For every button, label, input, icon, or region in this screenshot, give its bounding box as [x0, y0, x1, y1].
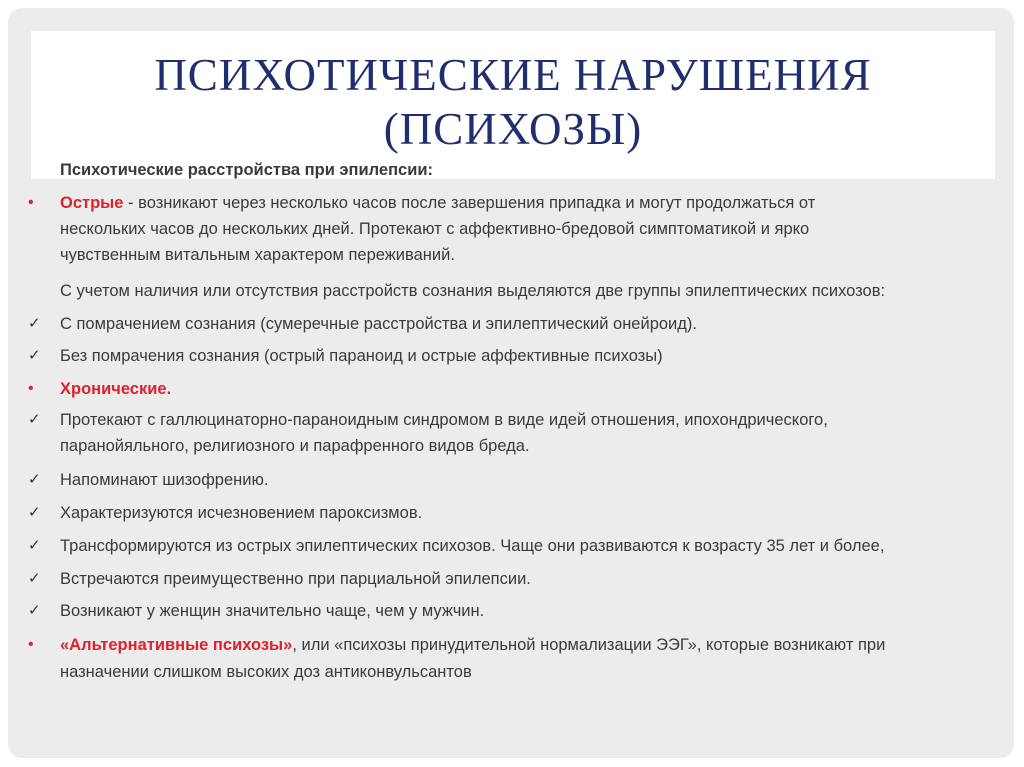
title-line-1: ПСИХОТИЧЕСКИЕ НАРУШЕНИЯ: [154, 50, 872, 100]
chronic-item-3-text: Характеризуются исчезновением пароксизмов.: [60, 504, 423, 522]
alternative-label: «Альтернативные психозы»: [60, 636, 293, 654]
chronic-item-2-text: Напоминают шизофрению.: [60, 471, 269, 489]
bullet-dot-icon: •: [28, 636, 34, 653]
title-line-2: (ПСИХОЗЫ): [383, 104, 643, 154]
bullet-dot-icon: •: [28, 380, 34, 397]
bullet-dot-icon: •: [28, 194, 34, 211]
groups-intro: С учетом наличия или отсутствия расстройств сознания выделяются две группы эпилептических психозов:: [60, 282, 886, 300]
group-1-text: С помрачением сознания (сумеречные расстройства и эпилептический онейроид).: [60, 315, 697, 333]
checkmark-icon: ✓: [28, 570, 41, 587]
checkmark-icon: ✓: [28, 347, 41, 364]
chronic-item-5-text: Встречаются преимущественно при парциальной эпилепсии.: [60, 570, 531, 588]
subheading: Психотические расстройства при эпилепсии:: [60, 161, 434, 179]
acute-text-2: нескольких часов до нескольких дней. Протекают с аффективно-бредовой симптоматикой и ярко: [60, 220, 810, 238]
alternative-text-1: , или «психозы принудительной нормализации ЭЭГ», которые возникают при: [292, 636, 886, 654]
checkmark-icon: ✓: [28, 602, 41, 619]
group-2-text: Без помрачения сознания (острый параноид и острые аффективные психозы): [60, 347, 663, 365]
chronic-item-6-text: Возникают у женщин значительно чаще, чем у мужчин.: [60, 602, 485, 620]
acute-text-3: чувственным витальным характером переживаний.: [60, 246, 455, 264]
checkmark-icon: ✓: [28, 315, 41, 332]
checkmark-icon: ✓: [28, 411, 41, 428]
chronic-item-4-text: Трансформируются из острых эпилептических психозов. Чаще они развиваются к возрасту 35 лет и более,: [60, 537, 885, 555]
slide-title: [31, 48, 995, 156]
checkmark-icon: ✓: [28, 471, 41, 488]
checkmark-icon: ✓: [28, 537, 41, 554]
chronic-item-1-text-2: паранойяльного, религиозного и парафренного видов бреда.: [60, 437, 530, 455]
acute-text-1: - возникают через несколько часов после завершения припадка и могут продолжаться от: [123, 194, 816, 212]
acute-label: Острые: [60, 194, 124, 212]
chronic-item-1-text: Протекают с галлюцинаторно-параноидным синдромом в виде идей отношения, ипохондрического,: [60, 411, 828, 429]
chronic-label: Хронические.: [60, 380, 172, 398]
alternative-text-2: назначении слишком высоких доз антиконвульсантов: [60, 663, 472, 681]
checkmark-icon: ✓: [28, 504, 41, 521]
